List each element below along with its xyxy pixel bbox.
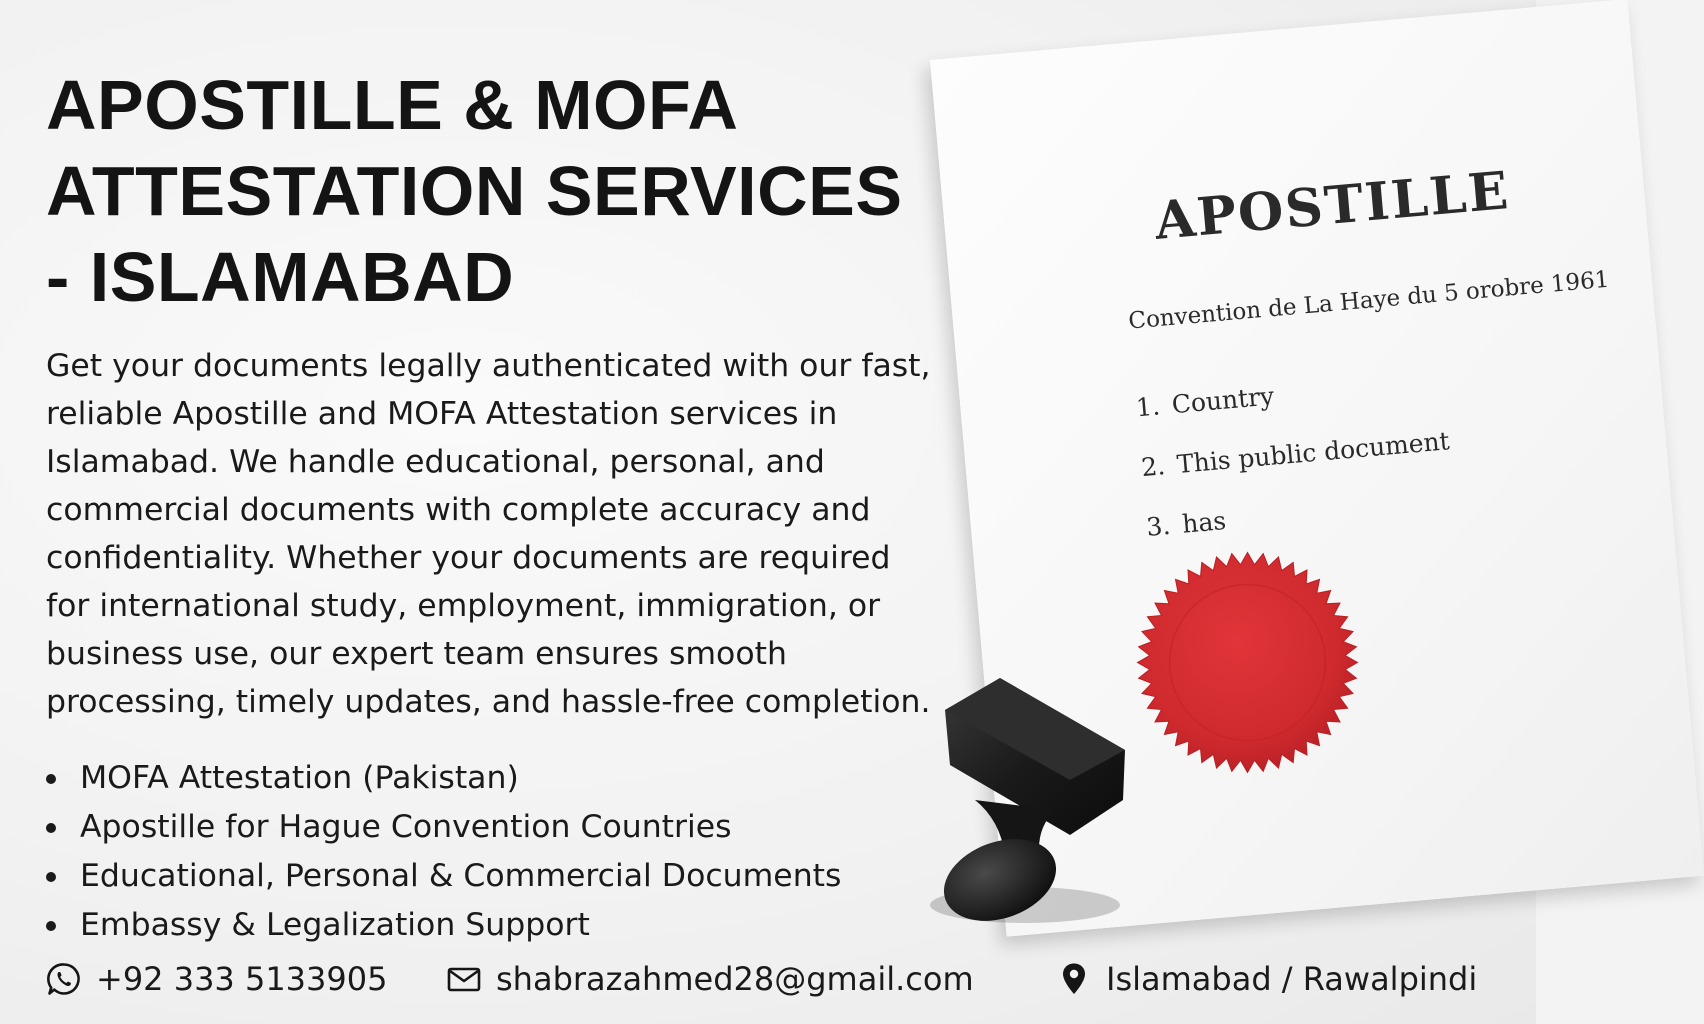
- mail-icon: [446, 961, 482, 997]
- phone-number: +92 333 5133905: [96, 960, 388, 998]
- document-item: [1135, 381, 1275, 422]
- bullet-icon: [46, 921, 56, 931]
- title-line: APOSTILLE & MOFA: [46, 66, 739, 144]
- intro-line: confidentiality. Whether your documents are required: [46, 540, 891, 576]
- services-list: [46, 754, 841, 950]
- service-item: [46, 803, 841, 852]
- intro-line: processing, timely updates, and hassle-free completion.: [46, 684, 931, 720]
- intro-line: commercial documents with complete accuracy and: [46, 492, 871, 528]
- item-text: has: [1181, 506, 1228, 539]
- intro-line: for international study, employment, immigration, or: [46, 588, 881, 624]
- whatsapp-icon: [46, 961, 82, 997]
- title-line: - ISLAMABAD: [46, 238, 515, 316]
- email-contact[interactable]: [446, 960, 974, 998]
- item-number: 2.: [1140, 451, 1167, 483]
- red-seal-icon: [1135, 550, 1360, 775]
- document-item: [1140, 426, 1451, 482]
- item-number: 3.: [1145, 510, 1172, 542]
- intro-line: Get your documents legally authenticated with our fast,: [46, 348, 931, 384]
- location-text: Islamabad / Rawalpindi: [1106, 960, 1478, 998]
- item-number: 1.: [1134, 391, 1162, 423]
- item-text: Country: [1170, 381, 1276, 420]
- intro-line: Islamabad. We handle educational, personal, and: [46, 444, 825, 480]
- document-title: APOSTILLE: [1152, 160, 1513, 252]
- title-line: ATTESTATION SERVICES: [46, 152, 903, 230]
- page-title: [46, 62, 946, 320]
- service-label: Apostille for Hague Convention Countries: [80, 809, 732, 845]
- intro-paragraph: [46, 342, 956, 726]
- service-label: MOFA Attestation (Pakistan): [80, 760, 519, 796]
- service-label: Educational, Personal & Commercial Documents: [80, 858, 842, 894]
- service-item: [46, 852, 841, 901]
- bullet-icon: [46, 823, 56, 833]
- item-text: This public document: [1175, 426, 1451, 479]
- intro-line: reliable Apostille and MOFA Attestation services in: [46, 396, 838, 432]
- bullet-icon: [46, 774, 56, 784]
- service-item: [46, 754, 841, 803]
- bullet-icon: [46, 872, 56, 882]
- email-address: shabrazahmed28@gmail.com: [496, 960, 974, 998]
- document-convention: Convention de La Haye du 5 orobre 1961: [1127, 266, 1611, 335]
- phone-contact[interactable]: [46, 960, 387, 998]
- document-item: [1145, 506, 1227, 542]
- location-contact: [1056, 960, 1477, 998]
- service-item: [46, 901, 841, 950]
- service-label: Embassy & Legalization Support: [80, 907, 590, 943]
- map-pin-icon: [1056, 961, 1092, 997]
- intro-line: business use, our expert team ensures smooth: [46, 636, 787, 672]
